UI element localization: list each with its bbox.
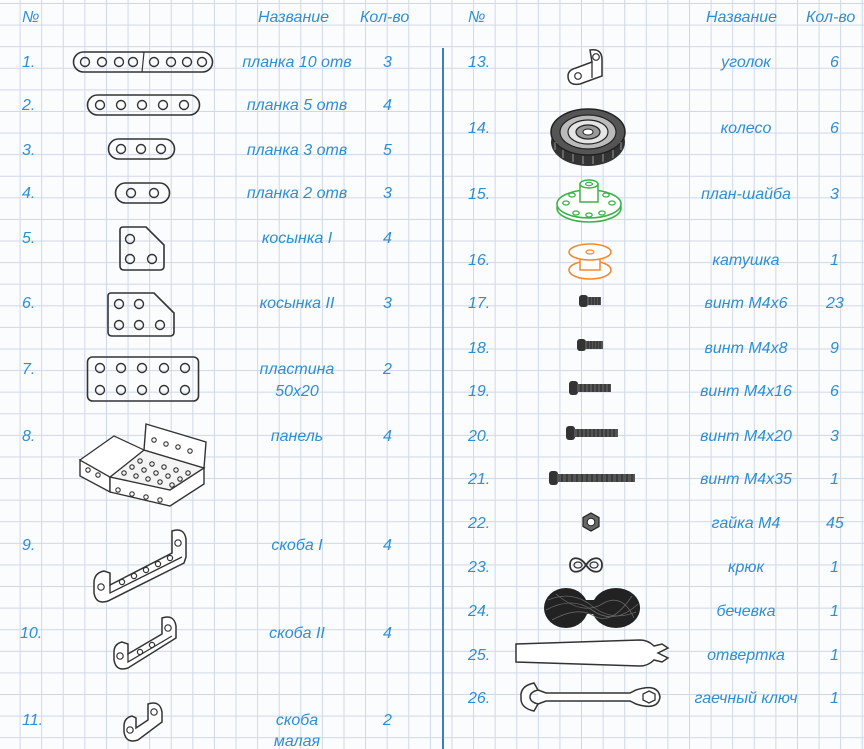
item-name: косынка I xyxy=(261,230,333,247)
item-num: 1. xyxy=(22,54,36,71)
item-qty: 1 xyxy=(830,471,839,488)
item-name: катушка xyxy=(712,252,780,269)
item-qty: 5 xyxy=(383,142,392,159)
item-name: бечевка xyxy=(716,603,776,620)
column-divider xyxy=(442,48,444,749)
bracket-1-icon xyxy=(88,525,194,607)
header-qty-right: Кол-во xyxy=(806,9,856,26)
panel-icon xyxy=(74,420,208,512)
item-num: 18. xyxy=(468,340,491,357)
item-name: косынка II xyxy=(259,295,335,312)
strip-10-holes-icon xyxy=(72,50,214,74)
item-name: панель xyxy=(270,428,324,445)
wrench-icon xyxy=(518,680,664,714)
header-qty-left: Кол-во xyxy=(360,9,410,26)
item-name: колесо xyxy=(720,120,772,137)
gusset-1-icon xyxy=(118,224,168,274)
item-num: 17. xyxy=(468,295,491,312)
screw-m4x16-icon xyxy=(568,380,614,396)
screwdriver-icon xyxy=(512,636,670,670)
item-num: 13. xyxy=(468,54,491,71)
strip-5-holes-icon xyxy=(86,93,202,117)
item-name: винт М4x8 xyxy=(704,340,788,357)
item-num: 25. xyxy=(468,647,491,664)
item-num: 23. xyxy=(468,559,491,576)
string-coil-icon xyxy=(542,586,642,632)
item-num: 2. xyxy=(22,97,36,114)
nut-m4-icon xyxy=(581,512,601,532)
item-num: 16. xyxy=(468,252,491,269)
faceplate-washer-icon xyxy=(554,176,624,226)
item-name: винт М4x20 xyxy=(700,428,792,445)
plate-50x20-icon xyxy=(86,355,202,405)
item-qty: 1 xyxy=(830,252,839,269)
item-qty: 45 xyxy=(826,515,844,532)
item-num: 26. xyxy=(468,690,491,707)
item-num: 22. xyxy=(468,515,491,532)
item-num: 6. xyxy=(22,295,36,312)
bracket-2-icon xyxy=(108,614,180,674)
item-name: скоба II xyxy=(269,625,325,642)
angle-corner-icon xyxy=(566,46,608,88)
hook-icon xyxy=(568,552,604,578)
item-name: винт М4x35 xyxy=(700,471,792,488)
screw-m4x8-icon xyxy=(576,338,606,352)
strip-2-holes-icon xyxy=(114,181,172,205)
item-qty: 1 xyxy=(830,647,839,664)
item-name: скоба I xyxy=(271,537,323,554)
item-qty: 6 xyxy=(830,383,839,400)
item-qty: 2 xyxy=(383,712,392,729)
item-name: планка 3 отв xyxy=(246,142,348,159)
item-num: 11. xyxy=(22,712,44,729)
screw-m4x20-icon xyxy=(565,425,621,441)
spool-icon xyxy=(566,242,614,282)
item-qty: 1 xyxy=(830,603,839,620)
item-num: 20. xyxy=(468,428,491,445)
item-num: 9. xyxy=(22,537,36,554)
item-qty: 4 xyxy=(383,625,392,642)
item-qty: 3 xyxy=(830,428,839,445)
screw-m4x35-icon xyxy=(548,470,638,486)
header-num-right: № xyxy=(468,9,486,26)
item-qty: 23 xyxy=(826,295,844,312)
item-qty: 4 xyxy=(383,537,392,554)
item-qty: 1 xyxy=(830,559,839,576)
item-qty: 6 xyxy=(830,54,839,71)
item-qty: 2 xyxy=(383,361,392,378)
item-qty: 3 xyxy=(383,295,392,312)
small-bracket-icon xyxy=(120,700,166,746)
item-name: крюк xyxy=(727,559,765,576)
item-qty: 3 xyxy=(830,186,839,203)
item-num: 19. xyxy=(468,383,491,400)
item-name: планка 10 отв xyxy=(242,54,352,71)
item-name: уголок xyxy=(721,54,771,71)
item-qty: 4 xyxy=(383,428,392,445)
item-name: винт М4x16 xyxy=(700,383,792,400)
item-num: 24. xyxy=(468,603,491,620)
item-num: 7. xyxy=(22,361,36,378)
item-name: гайка М4 xyxy=(711,515,781,532)
header-name-right: Название xyxy=(706,9,778,26)
item-name: винт М4x6 xyxy=(704,295,788,312)
item-qty: 1 xyxy=(830,690,839,707)
item-qty: 9 xyxy=(830,340,839,357)
item-num: 3. xyxy=(22,142,36,159)
item-num: 8. xyxy=(22,428,36,445)
wheel-icon xyxy=(549,106,627,168)
item-num: 14. xyxy=(468,120,491,137)
item-name: гаечный ключ xyxy=(694,690,798,707)
header-num-left: № xyxy=(22,9,40,26)
item-name: планка 2 отв xyxy=(246,185,348,202)
strip-3-holes-icon xyxy=(107,137,177,161)
item-num: 10. xyxy=(20,625,43,642)
header-name-left: Название xyxy=(258,9,330,26)
item-qty: 3 xyxy=(383,185,392,202)
item-name: планка 5 отв xyxy=(246,97,348,114)
item-qty: 3 xyxy=(383,54,392,71)
item-name-line2: 50x20 xyxy=(275,383,319,400)
item-qty: 4 xyxy=(383,97,392,114)
gusset-2-icon xyxy=(106,290,178,340)
screw-m4x6-icon xyxy=(578,294,604,308)
item-num: 5. xyxy=(22,230,36,247)
item-qty: 6 xyxy=(830,120,839,137)
item-num: 15. xyxy=(468,186,491,203)
item-name: отвертка xyxy=(707,647,785,664)
item-name-line2: малая xyxy=(273,733,321,749)
item-name: план-шайба xyxy=(701,186,791,203)
item-num: 4. xyxy=(22,185,36,202)
item-num: 21. xyxy=(468,471,491,488)
item-name-line1: скоба xyxy=(275,712,319,729)
item-qty: 4 xyxy=(383,230,392,247)
item-name-line1: пластина xyxy=(259,361,335,378)
